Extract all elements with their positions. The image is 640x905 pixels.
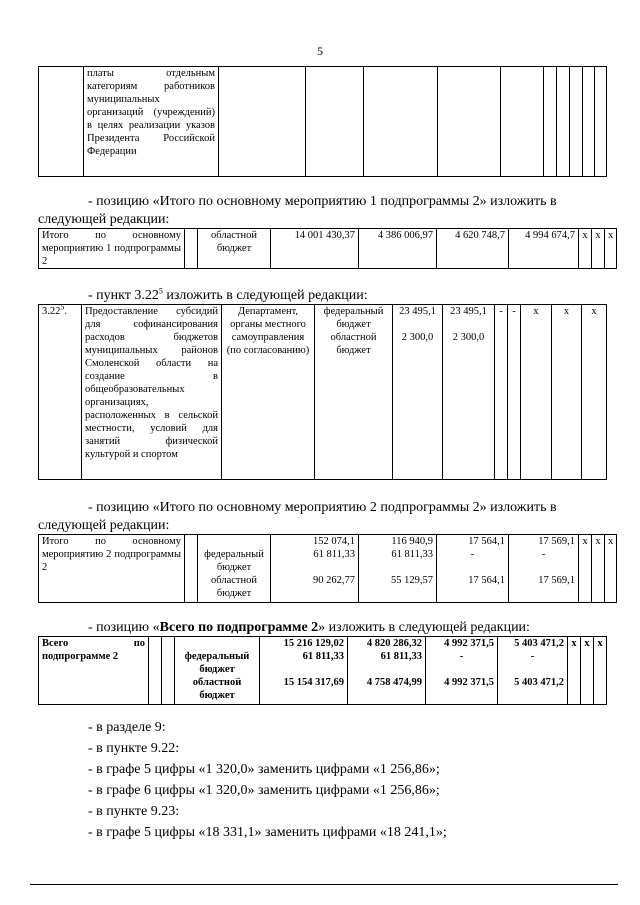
year-3-all: 5 403 471,2 [514,638,564,649]
total-all: 152 074,1 [313,536,355,547]
paragraph-3b [38,518,169,534]
paragraph-1-line1: - позицию «Итого по основному мероприятию 1 подпрограммы 2» изложить в [88,194,557,209]
total-federal: 61 811,33 [302,651,344,662]
year-1-regional: 55 129,57 [391,575,433,586]
paragraph-2 [88,288,368,304]
year-1 [348,637,426,705]
dash: - [508,305,521,480]
table-cell [501,67,544,177]
sources [175,637,260,705]
year-1: 4 386 006,97 [359,229,437,269]
x-mark: х [592,229,605,269]
year-1-federal: 23 495,1 [450,306,487,317]
list-item: - в графе 5 цифры «18 331,1» заменить цифрами «18 241,1»; [88,825,447,840]
paragraph-4-bold: Всего по подпрограмме 2 [159,620,319,635]
total: 14 001 430,37 [271,229,359,269]
table-subprogram-total [38,636,607,705]
item-number [39,302,82,480]
paragraph-3-line2: следующей редакции: [38,518,170,533]
continuation-text: платы отдельным категориям работников муниципальных организаций (учреждений) в целях реализации указов Президента Российской Федерации [84,67,219,177]
total-regional: 90 262,77 [313,575,355,586]
total [260,637,348,705]
year-2-regional: 17 564,1 [468,575,505,586]
table-cell [185,229,198,269]
list-item: - в пункте 9.23: [88,804,180,819]
year-1-federal: 61 811,33 [380,651,422,662]
table-cell [570,67,583,177]
table-item-3-22-5 [38,304,607,480]
total [393,305,443,480]
paragraph-4-prefix: - позицию « [88,620,160,635]
table-cell [149,637,162,705]
year-2-federal: - [459,651,464,662]
table-continuation [38,66,607,177]
page-number: 5 [317,44,323,58]
paragraph-1 [88,194,557,210]
source-federal: федеральный бюджет [323,306,384,330]
sources [198,535,271,603]
table-cell [544,67,557,177]
paragraph-3 [88,500,557,516]
source-federal: федеральный бюджет [204,549,264,573]
table-cell [557,67,570,177]
total [271,535,359,603]
year-2-all: 17 564,1 [468,536,505,547]
table-cell [185,535,198,603]
table-total-measure-2 [38,534,617,603]
item-number-sup: 5 [60,302,65,312]
year-2-federal: - [470,549,475,560]
table-cell [39,67,84,177]
table-cell [306,67,364,177]
item-number-main: 3.22 [42,306,61,317]
year-2-regional: 4 992 371,5 [444,677,494,688]
table-cell [595,67,607,177]
item-number-dot: . [64,306,67,317]
paragraph-1b [38,212,169,228]
x-mark: х [552,305,582,480]
x-mark: х [521,305,552,480]
year-3-federal: - [530,651,535,662]
year-3 [509,535,579,603]
total-federal: 61 811,33 [313,549,355,560]
x-mark: х [592,535,605,603]
year-1-federal: 61 811,33 [391,549,433,560]
paragraph-1-line2: следующей редакции: [38,212,170,227]
row-name: Всего по подпрограмме 2 [39,637,149,705]
table-cell [162,637,175,705]
table-total-measure-1 [38,228,617,269]
year-3 [498,637,568,705]
total-federal: 23 495,1 [399,306,436,317]
x-mark: х [581,637,594,705]
source: областной бюджет [198,229,271,269]
paragraph-2-suffix: изложить в следующей редакции: [162,288,368,303]
dash: - [495,305,508,480]
item-name: Предоставление субсидий для софинансирования расходов бюджетов муниципальных районов Смоленской области на создание в общеобразовательных организациях, расположенных в сельской местности, условий для занятий физической культурой и спортом [82,305,222,480]
source-federal: федеральный бюджет [184,651,250,675]
source-regional: областной бюджет [211,575,257,599]
table-cell [364,67,438,177]
table-cell [583,67,595,177]
year-1 [359,535,437,603]
year-1-regional: 2 300,0 [452,332,485,343]
paragraph-4 [88,620,530,636]
x-mark: х [568,637,581,705]
year-3-federal: - [541,549,546,560]
executor: Департамент, органы местного самоуправления (по согласованию) [222,305,315,480]
year-3-all: 17 569,1 [538,536,575,547]
x-mark: х [605,535,617,603]
year-3-regional: 5 403 471,2 [514,677,564,688]
footer-divider [30,884,618,885]
row-name: Итого по основному мероприятию 1 подпрограммы 2 [39,229,185,269]
year-1-all: 116 940,9 [391,536,433,547]
list-item: - в графе 6 цифры «1 320,0» заменить цифрами «1 256,86»; [88,783,440,798]
year-2 [437,535,509,603]
list-item: - в разделе 9: [88,720,166,735]
source-regional: областной бюджет [192,677,242,701]
year-3-regional: 17 569,1 [538,575,575,586]
list-item: - в пункте 9.22: [88,741,180,756]
x-mark: х [594,637,607,705]
x-mark: х [605,229,617,269]
total-regional: 15 154 317,69 [283,677,344,688]
sources [315,305,393,480]
source-regional: областной бюджет [330,332,377,356]
list-item: - в графе 5 цифры «1 320,0» заменить цифрами «1 256,86»; [88,762,440,777]
year-2 [426,637,498,705]
total-regional: 2 300,0 [401,332,434,343]
year-2: 4 620 748,7 [437,229,509,269]
paragraph-4-suffix: » изложить в следующей редакции: [318,620,530,635]
year-1-regional: 4 758 474,99 [366,677,422,688]
year-1 [443,305,495,480]
x-mark: х [579,535,592,603]
year-3: 4 994 674,7 [509,229,579,269]
total-all: 15 216 129,02 [283,638,344,649]
table-cell [219,67,306,177]
paragraph-2-sup: 5 [158,286,163,296]
paragraph-3-line1: - позицию «Итого по основному мероприятию 2 подпрограммы 2» изложить в [88,500,557,515]
row-name: Итого по основному мероприятию 2 подпрограммы 2 [39,535,185,603]
x-mark: х [582,305,607,480]
year-1-all: 4 820 286,32 [366,638,422,649]
table-cell [438,67,501,177]
paragraph-2-prefix: - пункт 3.22 [88,288,159,303]
year-2-all: 4 992 371,5 [444,638,494,649]
x-mark: х [579,229,592,269]
